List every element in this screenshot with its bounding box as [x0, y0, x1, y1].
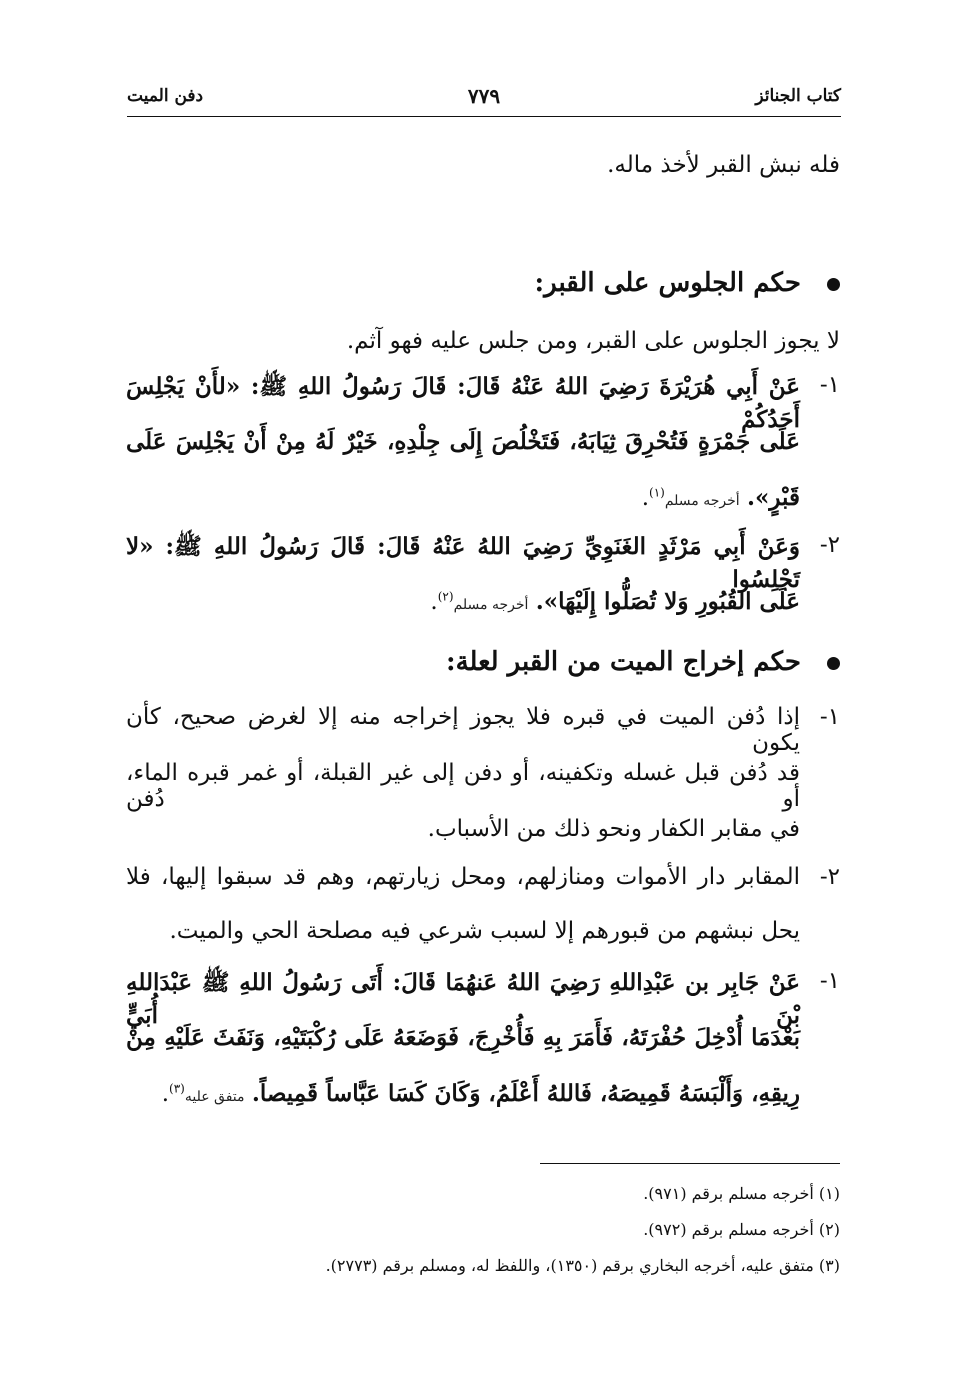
item-number: ٢-: [819, 864, 840, 890]
hadith-item-3: [126, 968, 840, 1118]
bullet-icon: [827, 657, 840, 670]
item-number: ١-: [819, 704, 840, 730]
page-number: ٧٧٩: [467, 84, 501, 108]
source-ref: متفق عليه: [184, 1089, 245, 1105]
hadith-line: وَعَنْ أَبِي مَرْثَدٍ الغَنَوِيِّ رَضِيَ اللهُ عَنْهُ قَالَ: قَالَ رَسُولُ اللهِ ﷺ: «لا تَجْلِسُوا: [126, 533, 800, 593]
section-heading-exhuming-deceased: [446, 647, 840, 677]
hadith-line: عَنْ جَابِر بن عَبْدِاللهِ رَضِيَ اللهُ عَنهُمَا قَالَ: أَتَى رَسُولُ اللهِ ﷺ عَبْدَاللهِ بْنَ أُبَيٍّ: [126, 969, 800, 1029]
hadith-line-with-source: رِيقِهِ، وَأَلْبَسَهُ قَمِيصَهُ، فَاللهُ أَعْلَمُ، وَكَانَ كَسَا عَبَّاساً قَمِيصاً. متفق عليه$^{(٣)}$.: [161, 1080, 800, 1107]
heading-text: حكم الجلوس على القبر:: [534, 268, 801, 298]
footnote-marker: (٢): [437, 589, 454, 604]
hadith-text: قَبْرٍ».: [746, 484, 800, 511]
bullet-icon: [827, 278, 840, 291]
hadith-text: رِيقِهِ، وَأَلْبَسَهُ قَمِيصَهُ، فَاللهُ أَعْلَمُ، وَكَانَ كَسَا عَبَّاساً قَمِيصاً.: [251, 1080, 800, 1107]
footnote-2: (٢) أخرجه مسلم برقم (٩٧٢).: [643, 1220, 840, 1239]
ruling-item-1: [126, 704, 840, 864]
item-number: ١-: [819, 968, 840, 994]
ruling-text: لا يجوز الجلوس على القبر، ومن جلس عليه فهو آثم.: [346, 328, 840, 354]
hadith-item-2: [126, 532, 840, 642]
running-header: [127, 80, 841, 117]
hadith-item-1: [126, 372, 840, 532]
hadith-text: عَلَى القُبُورِ وَلا تُصَلُّوا إِلَيْهَا».: [535, 588, 800, 615]
source-ref: أخرجه مسلم: [453, 597, 529, 613]
footnote-divider: [540, 1163, 840, 1164]
hadith-line: عَنْ أَبِي هُرَيْرَةَ رَضِيَ اللهُ عَنْهُ قَالَ: قَالَ رَسُولُ اللهِ ﷺ: «لأَنْ يَجْلِسَ أَحَدُكُمْ: [126, 373, 800, 433]
section-title: دفن الميت: [127, 86, 204, 106]
source-ref: أخرجه مسلم: [664, 493, 740, 509]
heading-text: حكم إخراج الميت من القبر لعلة:: [445, 647, 801, 677]
footnote-marker: (٣): [169, 1081, 185, 1096]
ruling-item-2: [126, 864, 840, 964]
intro-line: فله نبش القبر لأخذ ماله.: [607, 152, 840, 178]
section-heading-sitting-on-grave: [535, 268, 840, 298]
paragraph-line: إذا دُفن الميت في قبره فلا يجوز إخراجه منه إلا لغرض صحيح، كأن يكون: [126, 704, 800, 756]
chapter-title: كتاب الجنائز: [755, 86, 841, 106]
paragraph-line: المقابر دار الأموات ومنازلهم، ومحل زيارتهم، وهم قد سبقوا إليها، فلا: [126, 864, 800, 890]
footnote-1: (١) أخرجه مسلم برقم (٩٧١).: [643, 1184, 840, 1203]
hadith-line-with-source: عَلَى القُبُورِ وَلا تُصَلُّوا إِلَيْهَا». أخرجه مسلم$^{(٢)}$.: [430, 588, 800, 615]
footnote-marker: (١): [649, 485, 665, 500]
paragraph-line: يحل نبشهم من قبورهم إلا لسبب شرعي فيه مصلحة الحي والميت.: [169, 918, 800, 944]
footnote-3: (٣) متفق عليه، أخرجه البخاري برقم (١٣٥٠)، واللفظ له، ومسلم برقم (٢٧٧٣).: [325, 1256, 840, 1275]
hadith-line: بَعْدَمَا أُدْخِلَ حُفْرَتَهُ، فَأَمَرَ بِهِ فَأُخْرِجَ، فَوَضَعَهُ عَلَى رُكْبَتَيْهِ، وَنَفَثَ عَلَيْهِ مِنْ: [126, 1024, 800, 1051]
paragraph-line: قد دُفن قبل غسله وتكفينه، أو دفن إلى غير القبلة، أو غمر قبره الماء، أو دُفن: [126, 760, 800, 812]
paragraph-line: في مقابر الكفار ونحو ذلك من الأسباب.: [427, 816, 800, 842]
item-number: ٢-: [819, 532, 840, 558]
item-number: ١-: [819, 372, 840, 398]
hadith-line-with-source: قَبْرٍ». أخرجه مسلم$^{(١)}$.: [641, 484, 800, 511]
hadith-line: عَلَى جَمْرَةٍ فَتُحْرِقَ ثِيَابَهُ، فَتَخْلُصَ إِلَى جِلْدِهِ، خَيْرٌ لَهُ مِنْ أَنْ يَجْلِسَ عَلَى: [126, 428, 800, 455]
